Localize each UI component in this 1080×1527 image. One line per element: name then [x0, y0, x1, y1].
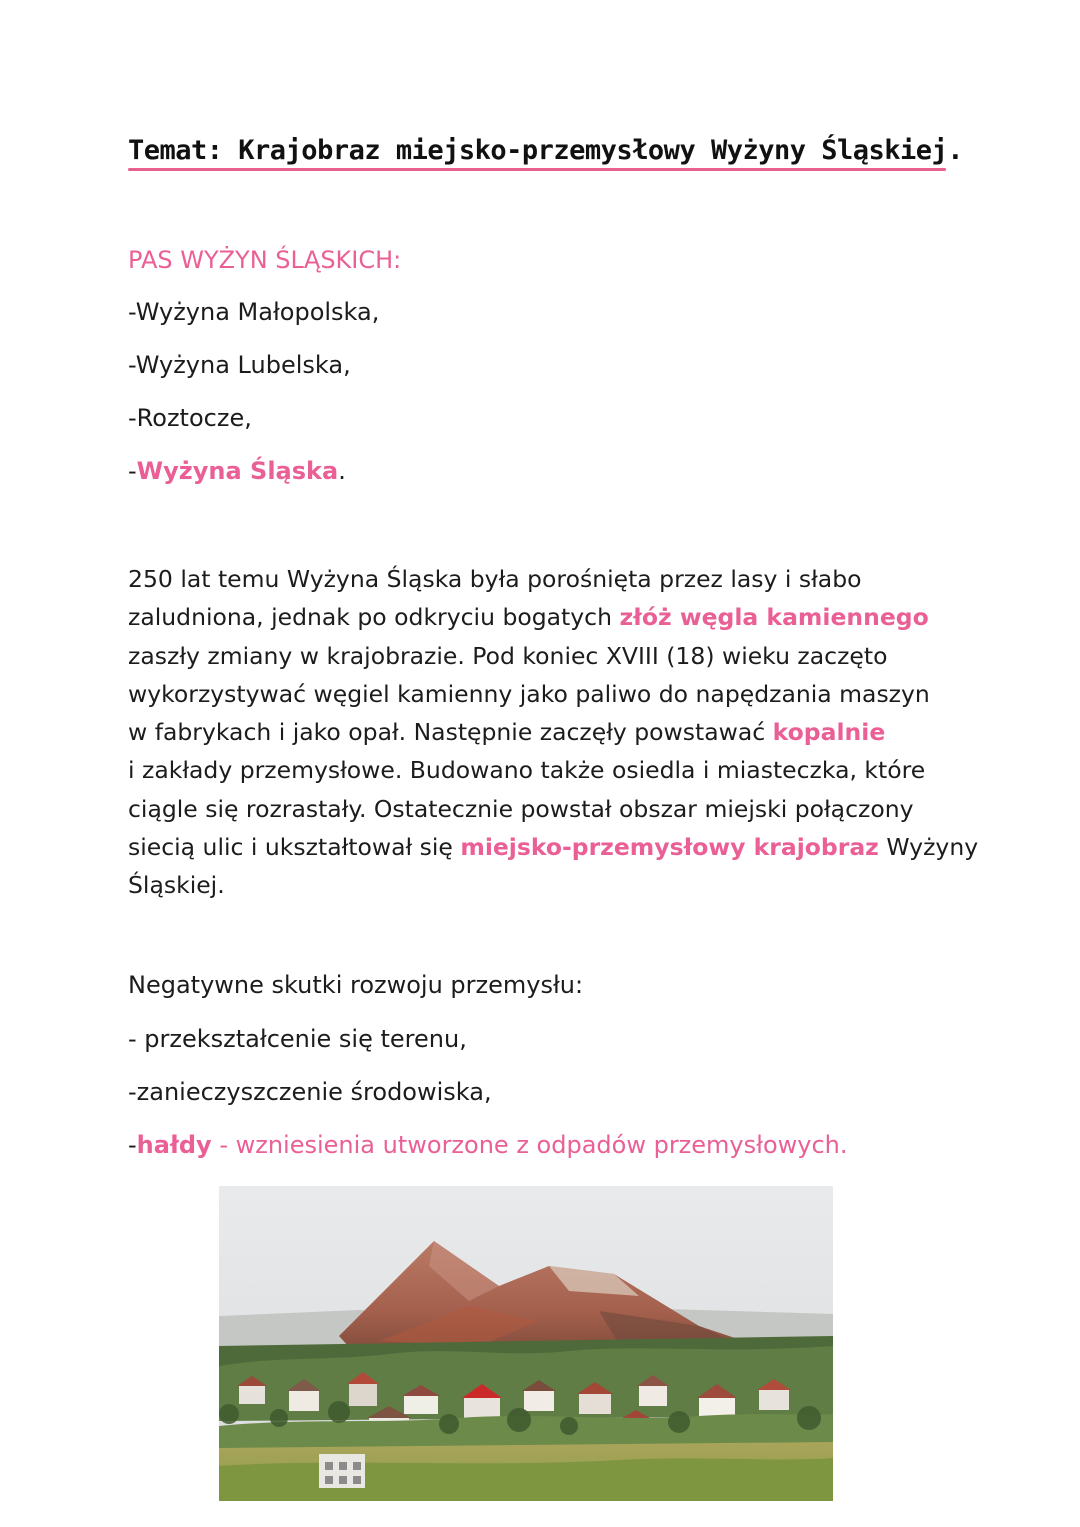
pas-item	[128, 350, 351, 380]
paragraph-line	[128, 598, 968, 636]
history-paragraph	[128, 560, 979, 905]
page-title: Temat: Krajobraz miejsko-przemysłowy Wyżyny Śląskiej.	[128, 135, 964, 166]
paragraph-text: w fabrykach i jako opał. Następnie zaczęły powstawać	[128, 718, 773, 747]
negative-item: - przekształcenie się terenu,	[128, 1025, 467, 1053]
title-underline	[128, 168, 946, 171]
paragraph-line: 250 lat temu Wyżyna Śląska była porośnięta przez lasy i słabo	[128, 565, 862, 593]
highlight-term: miejsko-przemysłowy krajobraz	[460, 833, 879, 862]
item-prefix: -	[128, 457, 137, 485]
paragraph-text: Wyżyny	[878, 833, 979, 862]
paragraph-line: Śląskiej.	[128, 871, 225, 900]
pas-item-highlighted	[128, 456, 346, 486]
pas-item	[128, 297, 379, 327]
paragraph-line: zaszły zmiany w krajobrazie. Pod koniec XVIII (18) wieku zaczęto	[128, 641, 888, 670]
paragraph-line: i zakłady przemysłowe. Budowano także osiedla i miasteczka, które	[128, 756, 926, 785]
pas-heading: PAS WYŻYN ŚLĄSKICH:	[128, 246, 402, 274]
item-text: Roztocze,	[136, 404, 252, 432]
paragraph-line: wykorzystywać węgiel kamienny jako paliwo do napędzania maszyn	[128, 679, 930, 708]
spoil-heap-photo	[219, 1186, 833, 1501]
paragraph-line	[128, 828, 979, 866]
item-prefix: -	[128, 404, 137, 432]
paragraph-line: ciągle się rozrastały. Ostatecznie powstał obszar miejski połączony	[128, 794, 914, 823]
title-block	[128, 132, 964, 170]
item-prefix: -	[128, 351, 136, 379]
highlight-term: kopalnie	[772, 718, 886, 747]
item-prefix: -	[128, 298, 136, 326]
paragraph-text: zaludniona, jednak po odkryciu bogatych	[128, 603, 620, 632]
negative-heading: Negatywne skutki rozwoju przemysłu:	[128, 971, 584, 999]
negative-item-haldy	[128, 1130, 848, 1160]
item-prefix: -	[128, 1131, 137, 1159]
highlight-term: złóż węgla kamiennego	[619, 603, 929, 632]
negative-item: -zanieczyszczenie środowiska,	[128, 1078, 492, 1106]
landscape-illustration	[219, 1186, 833, 1501]
pas-item	[128, 403, 252, 433]
highlight-term: hałdy	[136, 1131, 212, 1159]
paragraph-text: siecią ulic i ukształtował się	[128, 833, 461, 862]
paragraph-line	[128, 713, 968, 751]
item-text-highlight: Wyżyna Śląska	[136, 457, 339, 485]
item-suffix: .	[338, 457, 346, 485]
item-text: Wyżyna Małopolska,	[135, 298, 380, 326]
item-text: Wyżyna Lubelska,	[135, 351, 351, 379]
item-definition: - wzniesienia utworzone z odpadów przemysłowych.	[211, 1131, 848, 1159]
